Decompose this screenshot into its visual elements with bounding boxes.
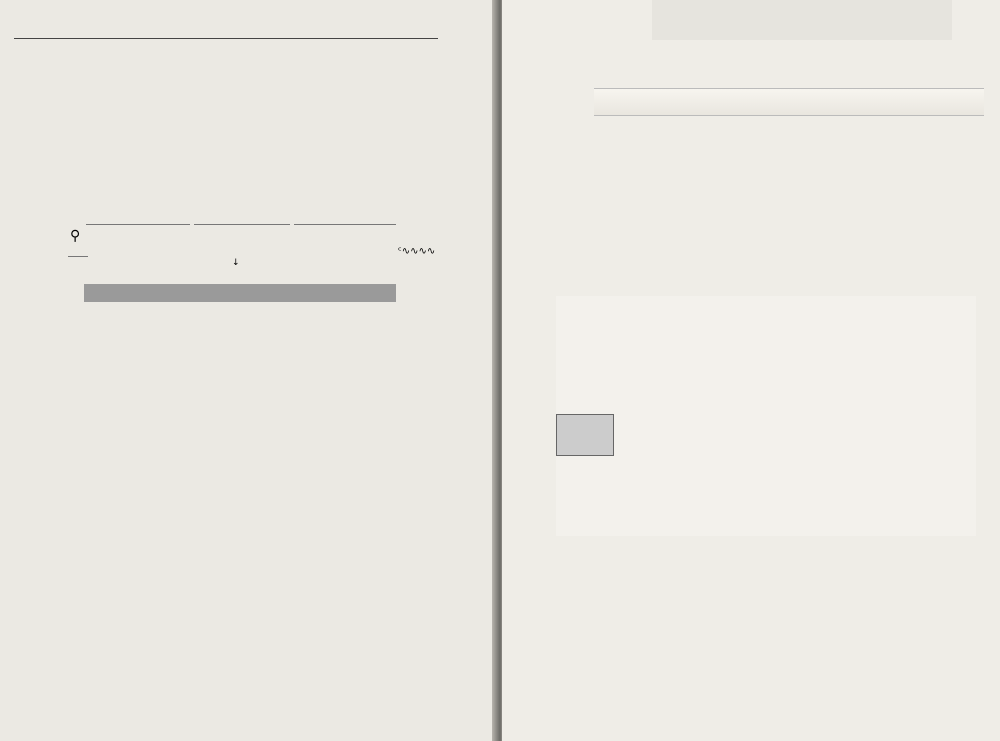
cleavage-products: [84, 306, 396, 416]
picornavirus-genome-diagram: [38, 214, 438, 414]
tree-root: [556, 414, 614, 456]
running-header: [14, 24, 438, 39]
p2-arrow: [194, 224, 290, 225]
utr-line: [68, 256, 88, 257]
ires-structure-icon: ⚲: [70, 228, 81, 244]
polya-tail: ᶜ∿∿∿∿: [398, 246, 436, 257]
page-shading: [652, 0, 952, 40]
right-page: [502, 0, 1000, 741]
genome-bar: [88, 236, 396, 258]
left-page: [0, 0, 498, 741]
p1-arrow: [86, 224, 190, 225]
polyprotein-bar: [84, 284, 396, 302]
p3-arrow: [294, 224, 396, 225]
bunyaviridae-tree: [556, 296, 976, 536]
down-arrow-icon: ↓: [232, 258, 240, 268]
section-band: [594, 88, 984, 116]
